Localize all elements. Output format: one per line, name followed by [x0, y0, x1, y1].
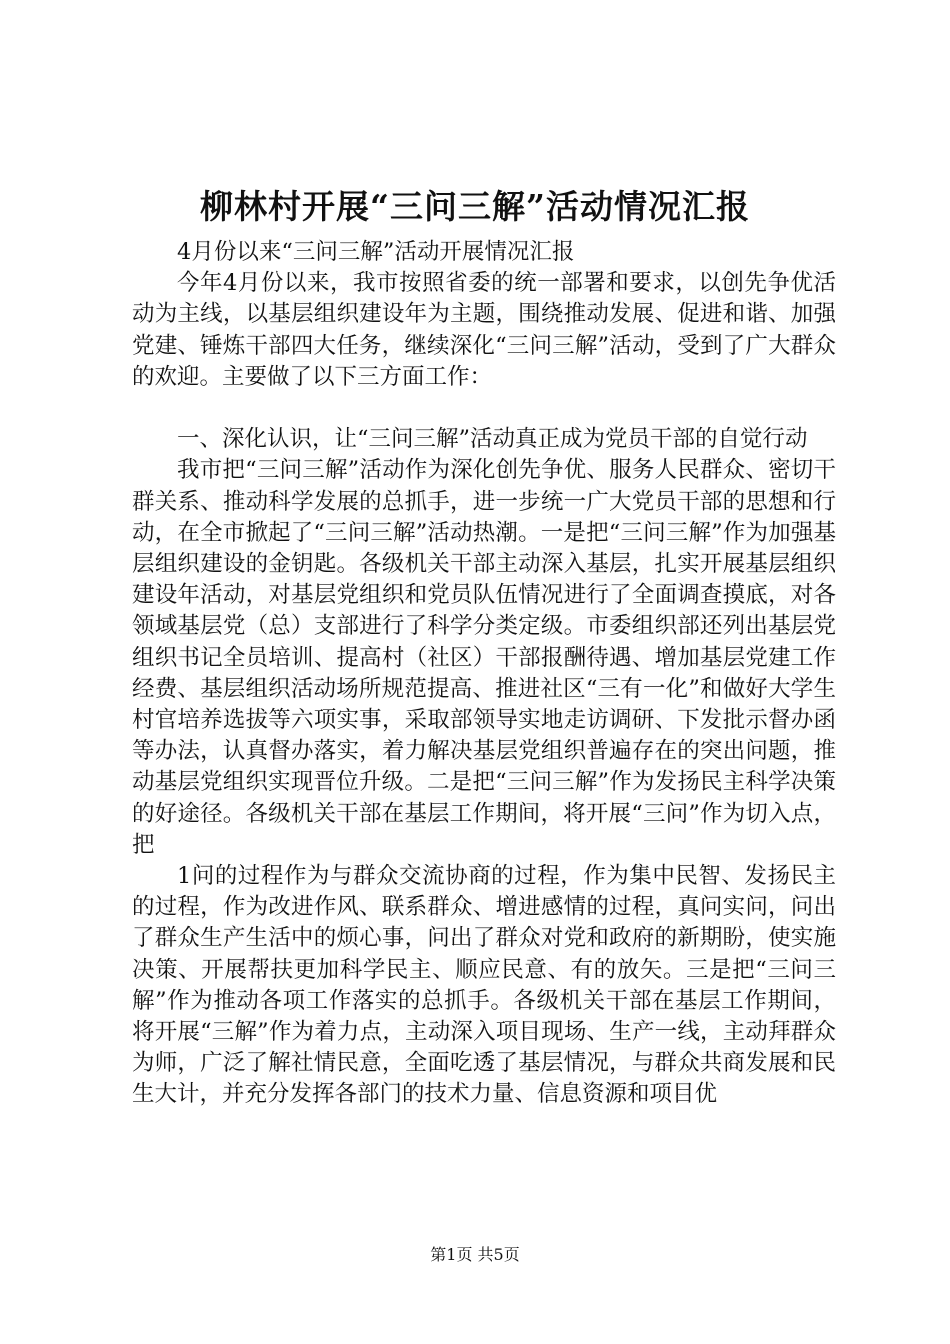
page-footer: 第1页 共5页: [430, 1245, 520, 1264]
document-title: 柳林村开展“三问三解”活动情况汇报: [200, 187, 750, 226]
body-paragraph-1: 我市把“三问三解”活动作为深化创先争优、服务人民群众、密切干群关系、推动科学发展的总抓手，进一步统一广大党员干部的思想和行动，在全市掀起了“三问三解”活动热潮。一是把“三问三解”作为加强基层组织建设的金钥匙。各级机关干部主动深入基层，扎实开展基层组织建设年活动，对基层党组织和党员队伍情况进行了全面调查摸底，对各领域基层党（总）支部进行了科学分类定级。市委组织部还列出基层党组织书记全员培训、提高村（社区）干部报酬待遇、增加基层党建工作经费、基层组织活动场所规范提高、推进社区“三有一化”和做好大学生村官培养选拔等六项实事，采取部领导实地走访调研、下发批示督办函等办法，认真督办落实，着力解决基层党组织普遍存在的突出问题，推动基层党组织实现晋位升级。二是把“三问三解”作为发扬民主科学决策的好途径。各级机关干部在基层工作期间，将开展“三问”作为切入点，把: [132, 457, 836, 858]
body-paragraph-2: 1问的过程作为与群众交流协商的过程，作为集中民智、发扬民主的过程，作为改进作风、联系群众、增进感情的过程，真问实问，问出了群众生产生活中的烦心事，问出了群众对党和政府的新期盼，使实施决策、开展帮扶更加科学民主、顺应民意、有的放矢。三是把“三问三解”作为推动各项工作落实的总抓手。各级机关干部在基层工作期间，将开展“三解”作为着力点，主动深入项目现场、生产一线，主动拜群众为师，广泛了解社情民意，全面吃透了基层情况，与群众共商发展和民生大计，并充分发挥各部门的技术力量、信息资源和项目优: [132, 863, 836, 1108]
section-heading-1: 一、深化认识，让“三问三解”活动真正成为党员干部的自觉行动: [177, 426, 808, 453]
intro-paragraph: 今年4月份以来，我市按照省委的统一部署和要求，以创先争优活动为主线，以基层组织建设年为主题，围绕推动发展、促进和谐、加强党建、锤炼干部四大任务，继续深化“三问三解”活动，受到了广大群众的欢迎。主要做了以下三方面工作：: [132, 270, 836, 390]
document-body: [132, 237, 836, 1111]
subtitle-paragraph: 4月份以来“三问三解”活动开展情况汇报: [177, 239, 575, 265]
